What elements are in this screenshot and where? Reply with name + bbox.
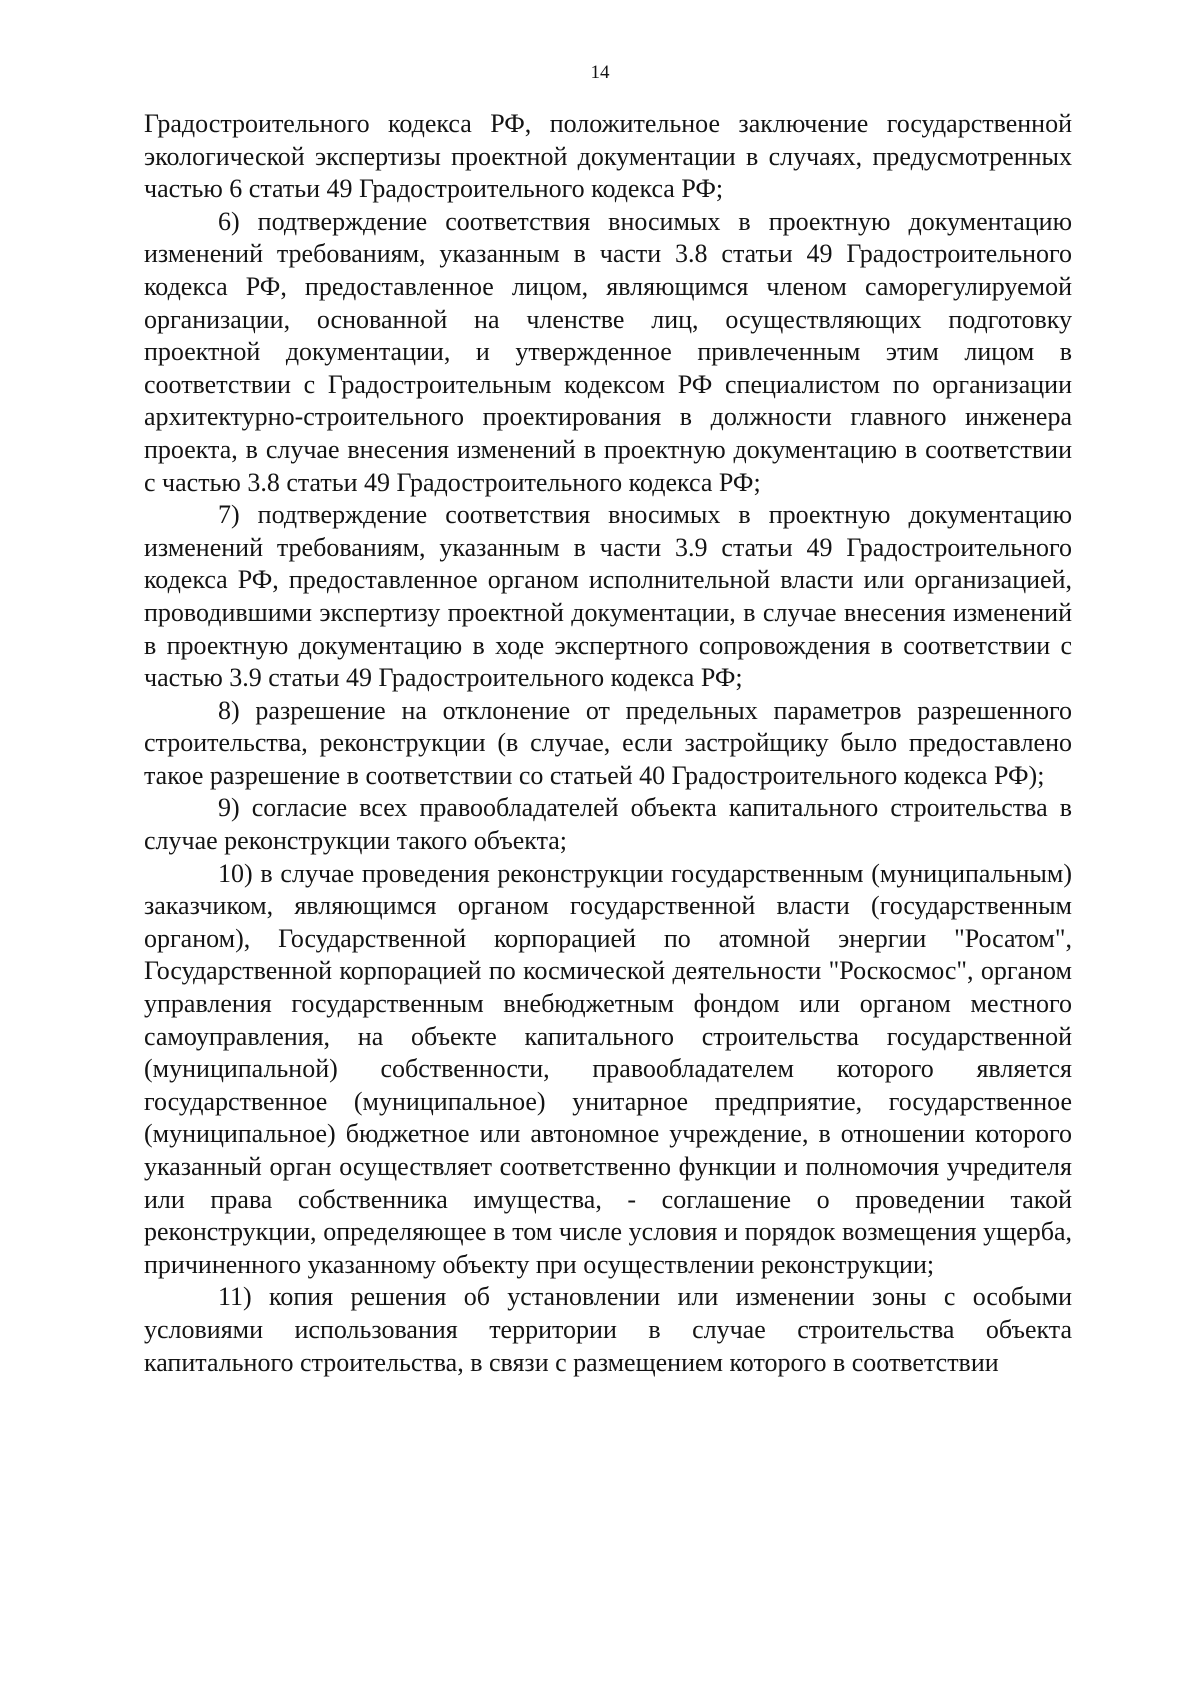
page-number: 14 bbox=[590, 62, 610, 83]
paragraph-item-11: 11) копия решения об установлении или изменении зоны с особыми условиями использования территории в случае строительства объекта капитального строительства, в связи с размещением которого в соответствии bbox=[144, 1282, 1072, 1377]
paragraph-continuation: Градостроительного кодекса РФ, положительное заключение государственной экологической экспертизы проектной документации в случаях, предусмотренных частью 6 статьи 49 Градостроительного кодекса РФ; bbox=[144, 109, 1072, 204]
paragraph-item-6: 6) подтверждение соответствия вносимых в проектную документацию изменений требованиям, указанным в части 3.8 статьи 49 Градостроительного кодекса РФ, предоставленное лицом, являющимся членом саморегулируемой организации, основанной на членстве лиц, осуществляющих подготовку проектной документации, и утвержденное привлеченным этим лицом в соответствии с Градостроительным кодексом РФ специалистом по организации архитектурно-строительного проектирования в должности главного инженера проекта, в случае внесения изменений в проектную документацию в соответствии с частью 3.8 статьи 49 Градостроительного кодекса РФ; bbox=[144, 206, 1072, 497]
document-body bbox=[144, 108, 1072, 1379]
paragraph-item-7: 7) подтверждение соответствия вносимых в проектную документацию изменений требованиям, указанным в части 3.9 статьи 49 Градостроительного кодекса РФ, предоставленное органом исполнительной власти или организацией, проводившими экспертизу проектной документации, в случае внесения изменений в проектную документацию в ходе экспертного сопровождения в соответствии с частью 3.9 статьи 49 Градостроительного кодекса РФ; bbox=[144, 500, 1072, 693]
paragraph-item-9: 9) согласие всех правообладателей объекта капитального строительства в случае реконструкции такого объекта; bbox=[144, 793, 1072, 856]
paragraph-item-8: 8) разрешение на отклонение от предельных параметров разрешенного строительства, реконструкции (в случае, если застройщику было предоставлено такое разрешение в соответствии со статьей 40 Градостроительного кодекса РФ); bbox=[144, 695, 1072, 790]
paragraph-item-10: 10) в случае проведения реконструкции государственным (муниципальным) заказчиком, являющимся органом государственной власти (государственным органом), Государственной корпорацией по атомной энергии "Росатом", Государственной корпорацией по космической деятельности "Роскосмос", органом управления государственным внебюджетным фондом или органом местного самоуправления, на объекте капитального строительства государственной (муниципальной) собственности, правообладателем которого является государственное (муниципальное) унитарное предприятие, государственное (муниципальное) бюджетное или автономное учреждение, в отношении которого указанный орган осуществляет соответственно функции и полномочия учредителя или права собственника имущества, - соглашение о проведении такой реконструкции, определяющее в том числе условия и порядок возмещения ущерба, причиненного указанному объекту при осуществлении реконструкции; bbox=[144, 858, 1072, 1279]
